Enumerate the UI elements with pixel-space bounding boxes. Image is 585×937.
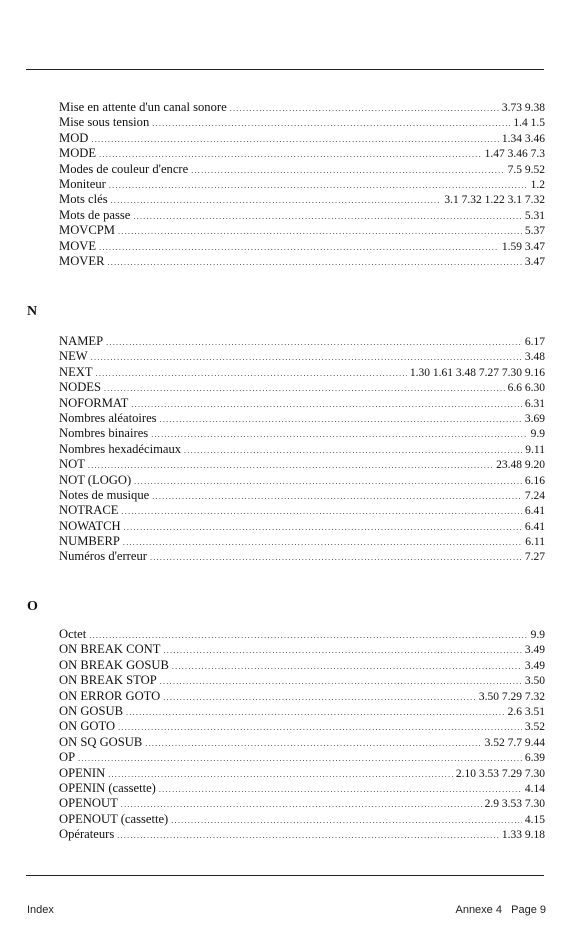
index-entry — [59, 689, 545, 704]
index-term: OPENOUT — [59, 796, 118, 811]
dot-leader — [230, 101, 499, 115]
section-letter-o: O — [27, 599, 38, 614]
index-page-refs: 1.47 3.46 7.3 — [484, 148, 545, 161]
index-term: NOTRACE — [59, 503, 119, 518]
index-page-refs: 6.16 — [524, 474, 545, 487]
index-page-refs: 6.39 — [524, 752, 545, 765]
index-term: Nombres hexadécimaux — [59, 441, 182, 456]
dot-leader — [145, 736, 481, 750]
index-term: MODE — [59, 146, 97, 161]
index-term: NEW — [59, 349, 88, 364]
index-term: ON GOTO — [59, 719, 116, 734]
index-entry — [59, 208, 545, 223]
index-term: MOVCPM — [59, 223, 115, 238]
index-term: NOFORMAT — [59, 395, 129, 410]
dot-leader — [106, 335, 522, 349]
dot-leader — [121, 797, 482, 811]
index-term: ON BREAK STOP — [59, 673, 157, 688]
index-term: Octet — [59, 627, 87, 641]
index-entry — [59, 411, 545, 426]
index-term: OPENIN — [59, 765, 106, 780]
index-page-refs: 3.52 — [524, 721, 545, 734]
dot-leader — [163, 643, 521, 657]
dot-leader — [99, 147, 482, 161]
index-section-m — [59, 100, 545, 269]
dot-leader — [88, 458, 493, 472]
index-page-refs: 3.52 7.7 9.44 — [484, 736, 545, 749]
index-term: MOD — [59, 130, 89, 145]
index-term: Mots clés — [59, 192, 108, 207]
index-page-refs: 3.1 7.32 1.22 3.1 7.32 — [444, 194, 545, 207]
index-term: NAMEP — [59, 334, 104, 348]
dot-leader — [121, 504, 521, 518]
index-entry — [59, 627, 545, 642]
index-page-refs: 1.34 3.46 — [501, 132, 545, 145]
index-term: Moniteur — [59, 176, 106, 191]
index-page-refs: 4.15 — [524, 813, 545, 826]
index-entry — [59, 766, 545, 781]
dot-leader — [131, 397, 522, 411]
index-page-refs: 1.33 9.18 — [501, 829, 545, 842]
dot-leader — [104, 381, 505, 395]
index-page-refs: 2.10 3.53 7.29 7.30 — [455, 767, 545, 780]
index-term: Modes de couleur d'encre — [59, 161, 189, 176]
index-entry — [59, 503, 545, 518]
index-page-refs: 6.41 — [524, 520, 545, 533]
index-page-refs: 6.41 — [524, 505, 545, 518]
dot-leader — [159, 782, 522, 796]
index-section-o — [59, 627, 545, 842]
index-term: NUMBERP — [59, 534, 120, 549]
index-term: Notes de musique — [59, 487, 150, 502]
index-entry — [59, 192, 545, 207]
dot-leader — [133, 209, 522, 223]
index-page-refs: 7.27 — [524, 551, 545, 564]
index-entry — [59, 115, 545, 130]
dot-leader — [99, 240, 499, 254]
index-term: ON SQ GOSUB — [59, 734, 143, 749]
index-entry — [59, 549, 545, 564]
dot-leader — [108, 767, 453, 781]
index-entry — [59, 223, 545, 238]
header-rule — [26, 69, 544, 70]
dot-leader — [91, 350, 522, 364]
index-term: Mots de passe — [59, 207, 131, 222]
dot-leader — [184, 443, 522, 457]
index-page-refs: 5.37 — [524, 225, 545, 238]
index-page-refs: 6.17 — [524, 336, 545, 348]
index-page-refs: 2.6 3.51 — [507, 705, 545, 718]
dot-leader — [111, 193, 442, 207]
dot-leader — [89, 628, 527, 642]
index-term: Mise en attente d'un canal sonore — [59, 100, 227, 114]
dot-leader — [126, 705, 505, 719]
index-entry — [59, 812, 545, 827]
index-term: Nombres aléatoires — [59, 410, 157, 425]
dot-leader — [118, 720, 522, 734]
index-page-refs: 9.11 — [525, 443, 545, 456]
dot-leader — [150, 550, 522, 564]
index-term: NOT — [59, 457, 85, 472]
index-page-refs: 9.9 — [530, 428, 545, 441]
section-letter-n: N — [27, 304, 38, 319]
dot-leader — [117, 828, 499, 842]
index-entry — [59, 239, 545, 254]
dot-leader — [91, 132, 498, 146]
dot-leader — [171, 813, 522, 827]
footer-rule — [26, 875, 544, 876]
index-term: Nombres binaires — [59, 426, 149, 441]
dot-leader — [152, 116, 510, 130]
index-page-refs: 3.73 9.38 — [501, 102, 545, 114]
index-section-n — [59, 334, 545, 565]
footer-page-label: Annexe 4 Page 9 — [455, 904, 546, 916]
index-term: NOT (LOGO) — [59, 472, 132, 487]
index-entry — [59, 426, 545, 441]
index-entry — [59, 658, 545, 673]
index-entry — [59, 750, 545, 765]
index-page-refs: 1.2 — [530, 178, 545, 191]
dot-leader — [118, 224, 522, 238]
dot-leader — [109, 178, 528, 192]
index-entry — [59, 719, 545, 734]
index-page-refs: 3.47 — [524, 255, 545, 268]
footer-index-label: Index — [27, 904, 54, 916]
dot-leader — [107, 255, 521, 269]
dot-leader — [191, 163, 504, 177]
dot-leader — [124, 520, 522, 534]
index-entry — [59, 349, 545, 364]
dot-leader — [134, 474, 522, 488]
dot-leader — [172, 659, 522, 673]
index-page-refs: 3.49 — [524, 659, 545, 672]
index-page-refs: 3.69 — [524, 412, 545, 425]
dot-leader — [152, 489, 522, 503]
index-term: ON BREAK GOSUB — [59, 657, 169, 672]
index-term: Numéros d'erreur — [59, 549, 147, 564]
index-page-refs: 3.50 — [524, 675, 545, 688]
index-page-refs: 1.30 1.61 3.48 7.27 7.30 9.16 — [409, 366, 545, 379]
index-entry — [59, 334, 545, 349]
dot-leader — [160, 674, 522, 688]
index-term: ON ERROR GOTO — [59, 688, 161, 703]
dot-leader — [78, 751, 522, 765]
index-term: Mise sous tension — [59, 115, 150, 130]
index-entry — [59, 177, 545, 192]
index-page-refs: 3.48 — [524, 351, 545, 364]
index-entry — [59, 473, 545, 488]
index-term: ON BREAK CONT — [59, 642, 161, 657]
index-page-refs: 6.11 — [525, 536, 545, 549]
index-entry — [59, 673, 545, 688]
index-term: ON GOSUB — [59, 703, 124, 718]
dot-leader — [151, 427, 527, 441]
index-page-refs: 23.48 9.20 — [496, 459, 545, 472]
index-entry — [59, 519, 545, 534]
index-entry — [59, 365, 545, 380]
index-entry — [59, 396, 545, 411]
index-entry — [59, 534, 545, 549]
index-entry — [59, 380, 545, 395]
index-page-refs: 7.24 — [524, 489, 545, 502]
index-entry — [59, 796, 545, 811]
index-entry — [59, 100, 545, 115]
index-entry — [59, 488, 545, 503]
index-page-refs: 3.49 — [524, 644, 545, 657]
index-entry — [59, 781, 545, 796]
dot-leader — [160, 412, 522, 426]
index-term: NODES — [59, 380, 101, 395]
index-page-refs: 9.9 — [530, 629, 545, 641]
index-page-refs: 6.6 6.30 — [507, 382, 545, 395]
dot-leader — [123, 535, 522, 549]
index-term: MOVER — [59, 253, 105, 268]
index-entry — [59, 642, 545, 657]
index-term: NEXT — [59, 364, 93, 379]
index-term: NOWATCH — [59, 518, 121, 533]
index-entry — [59, 131, 545, 146]
index-page-refs: 4.14 — [524, 782, 545, 795]
index-entry — [59, 704, 545, 719]
index-page-refs: 1.59 3.47 — [501, 240, 545, 253]
dot-leader — [96, 366, 407, 380]
index-entry — [59, 442, 545, 457]
index-page-refs: 7.5 9.52 — [507, 163, 545, 176]
index-term: MOVE — [59, 238, 97, 253]
index-page-refs: 6.31 — [524, 397, 545, 410]
index-page-refs: 5.31 — [524, 209, 545, 222]
index-entry — [59, 827, 545, 842]
index-term: OPENIN (cassette) — [59, 780, 156, 795]
dot-leader — [163, 690, 476, 704]
index-entry — [59, 162, 545, 177]
index-page-refs: 2.9 3.53 7.30 — [484, 798, 545, 811]
index-entry — [59, 146, 545, 161]
index-term: OPENOUT (cassette) — [59, 811, 169, 826]
index-entry — [59, 457, 545, 472]
index-entry — [59, 254, 545, 269]
index-term: OP — [59, 750, 76, 765]
index-entry — [59, 735, 545, 750]
index-page-refs: 1.4 1.5 — [513, 117, 545, 130]
index-term: Opérateurs — [59, 827, 115, 842]
index-page-refs: 3.50 7.29 7.32 — [478, 690, 545, 703]
